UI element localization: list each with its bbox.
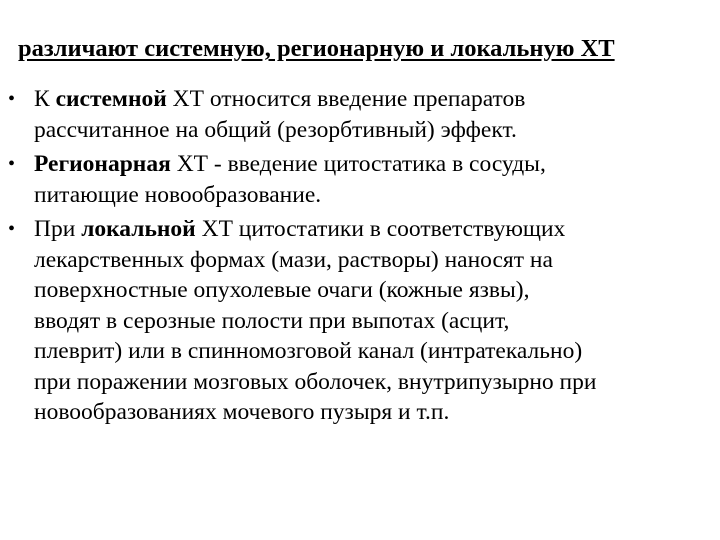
term-local: локальной: [81, 216, 196, 242]
bullet-line: вводят в серозные полости при выпотах (асцит,: [34, 307, 510, 334]
bullet-line: [34, 214, 714, 245]
bullet-list: [8, 84, 714, 432]
bullet-line: поверхностные опухолевые очаги (кожные язвы),: [34, 277, 530, 303]
bullet-line: питающие новообразование.: [34, 181, 322, 208]
text-run: При: [34, 216, 82, 242]
bullet-line: плеврит) или в спинномозговой канал (интратекально): [34, 338, 583, 364]
bullet-line: [34, 84, 714, 115]
text-run: ХТ относится введение препаратов: [166, 86, 526, 112]
bullet-line: рассчитанное на общий (резорбтивный) эффект.: [34, 116, 517, 143]
bullet-icon: •: [8, 153, 16, 175]
term-systemic: системной: [55, 86, 167, 112]
bullet-line: новообразованиях мочевого пузыря и т.п.: [34, 399, 450, 425]
bullet-icon: •: [8, 218, 16, 240]
text-run: ХТ цитостатики в соответствующих: [195, 216, 566, 242]
bullet-item-local: [8, 214, 714, 428]
term-regional: Регионарная: [34, 151, 171, 177]
text-run: ХТ - введение цитостатика в сосуды,: [170, 151, 546, 177]
bullet-line: лекарственных формах (мази, растворы) наносят на: [34, 246, 553, 273]
text-run: К: [34, 86, 56, 112]
bullet-item-systemic: [8, 84, 714, 145]
slide-title: различают системную, регионарную и локальную ХТ: [18, 35, 615, 62]
bullet-item-regional: [8, 149, 714, 210]
bullet-icon: •: [8, 88, 16, 110]
bullet-line: при поражении мозговых оболочек, внутрипузырно при: [34, 368, 597, 395]
bullet-line: [34, 149, 714, 180]
